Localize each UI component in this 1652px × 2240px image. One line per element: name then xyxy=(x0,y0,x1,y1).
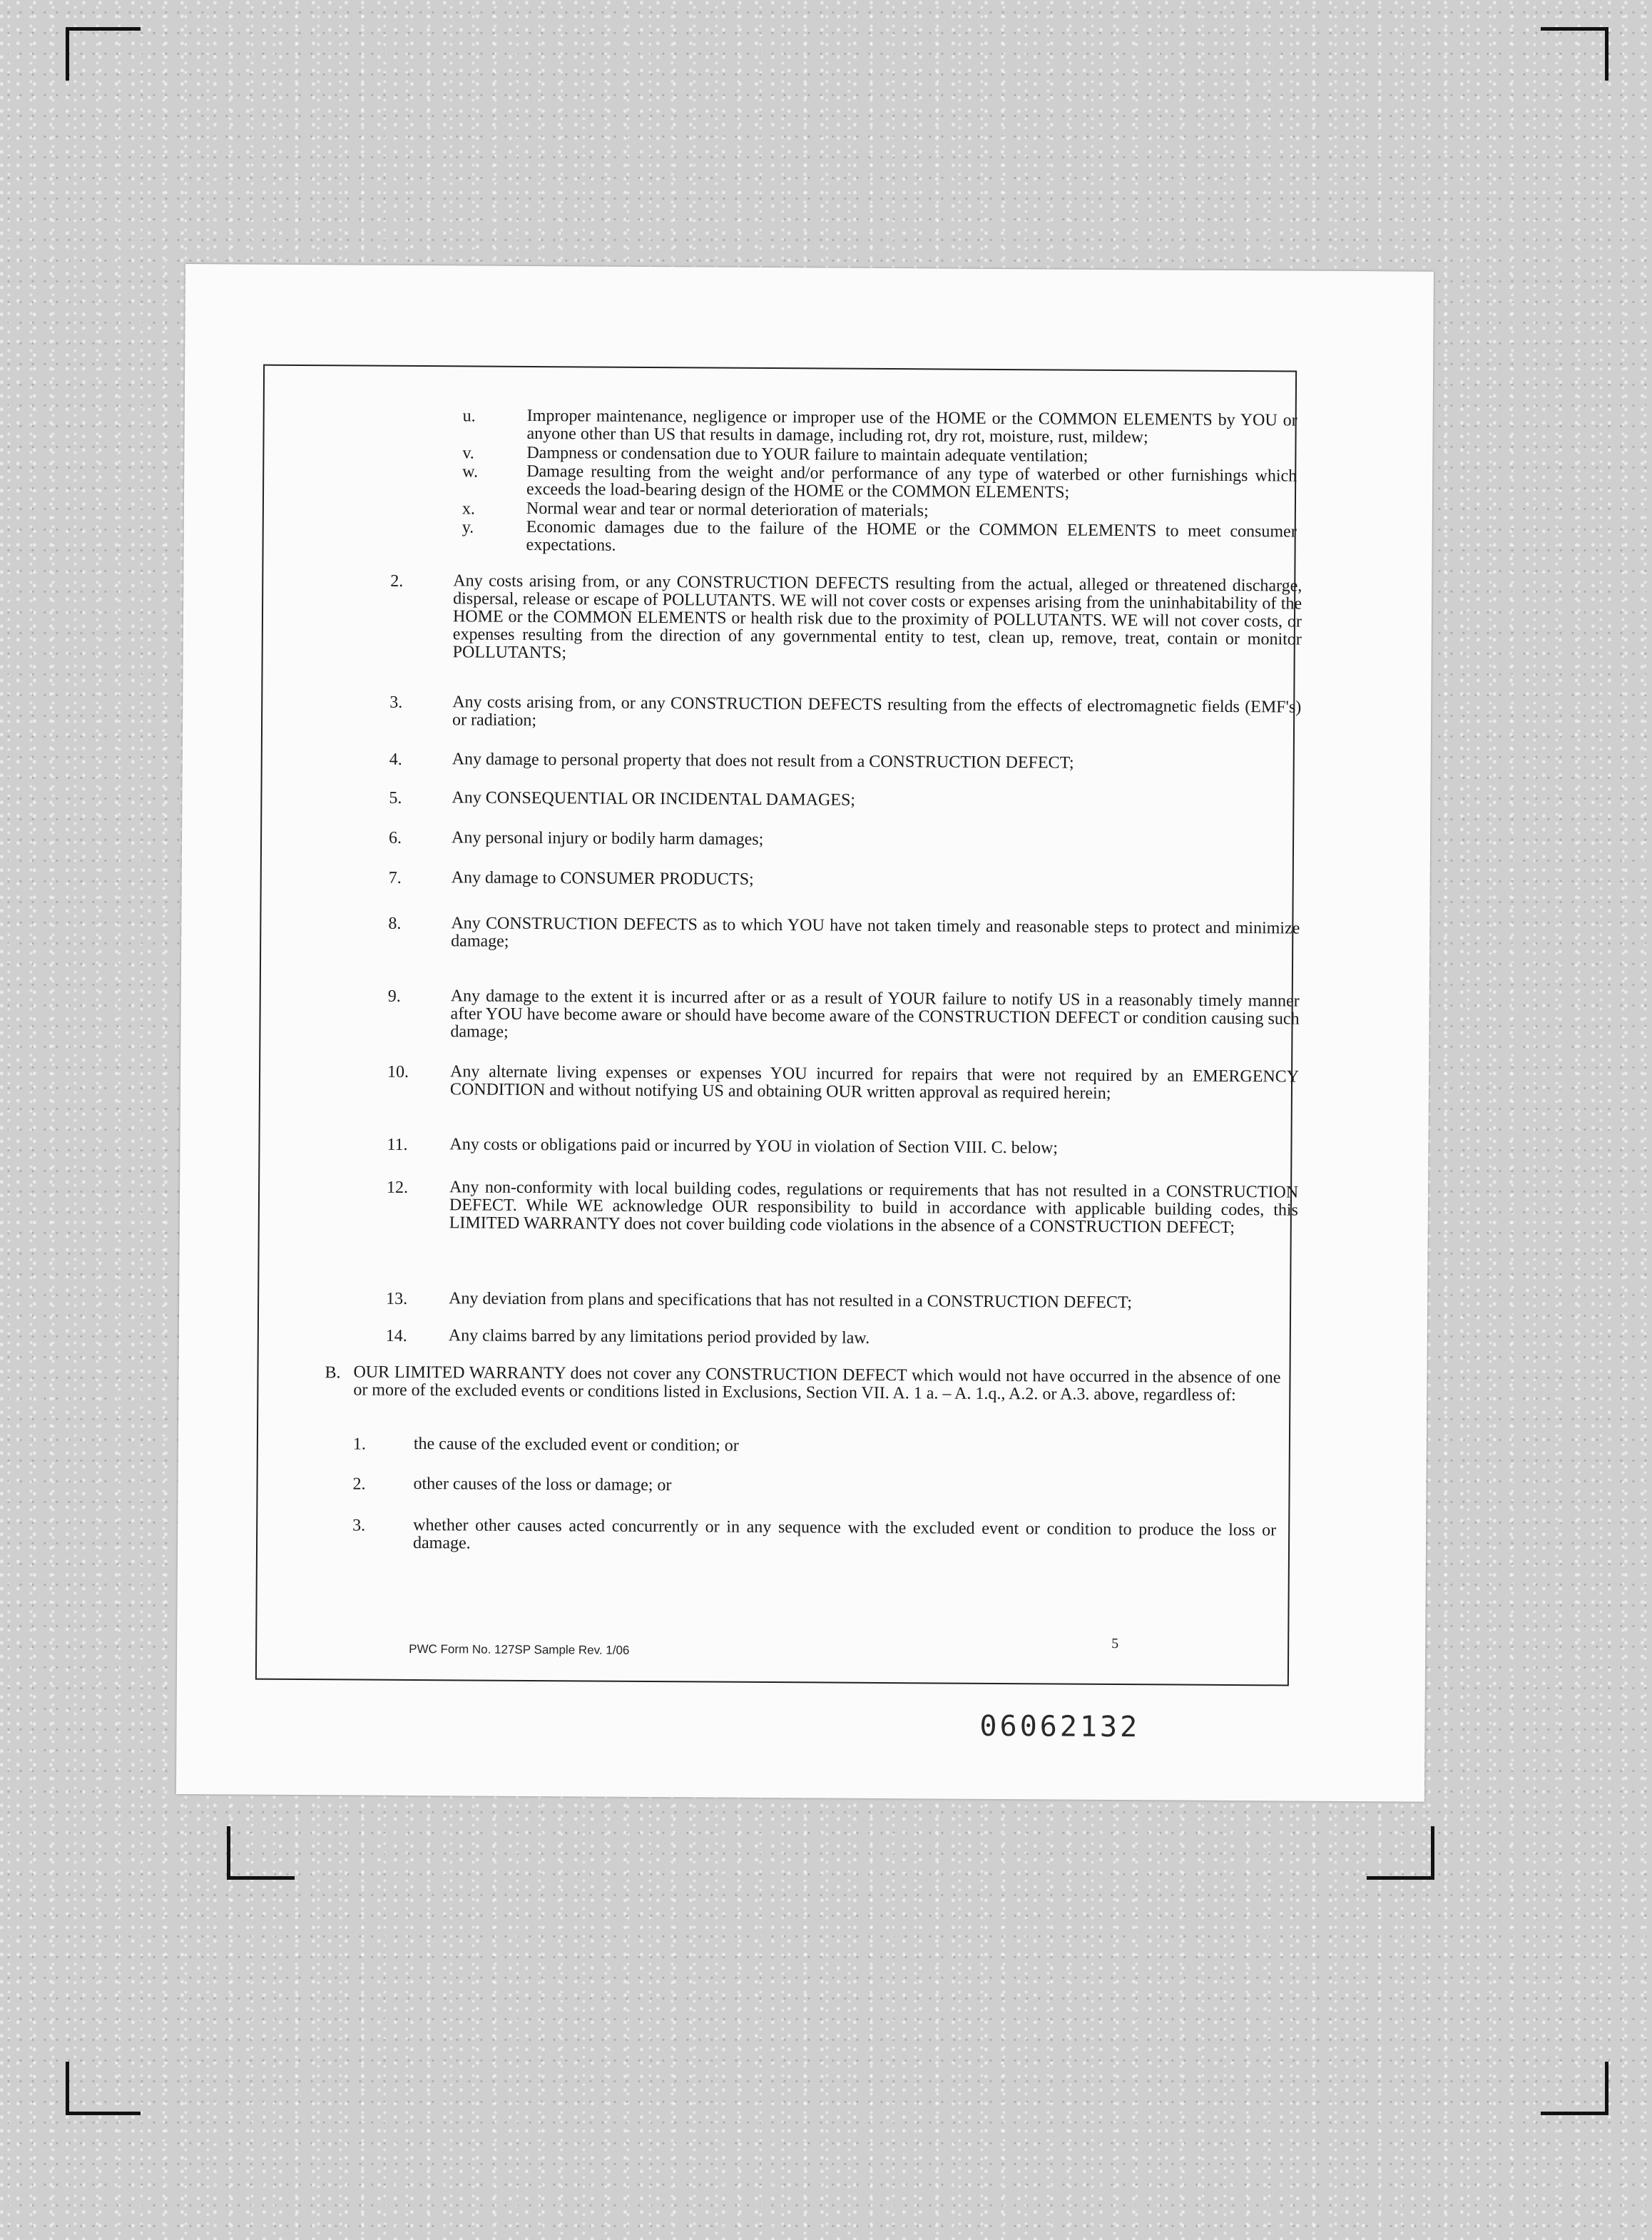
scanned-page xyxy=(176,264,1434,1802)
list-item-label: v. xyxy=(462,444,474,463)
list-item-text: Any costs arising from, or any CONSTRUCTION DEFECTS resulting from the effects of electromagnetic fields (EMF's) or radiation; xyxy=(452,693,1302,730)
form-footer: PWC Form No. 127SP Sample Rev. 1/06 xyxy=(409,1641,630,1657)
list-uy xyxy=(185,264,1434,555)
list-item-label: 3. xyxy=(389,693,403,712)
list-item-label: x. xyxy=(462,499,475,519)
list-item-label: y. xyxy=(462,518,474,537)
list-item-text: Any costs arising from, or any CONSTRUCTION DEFECTS resulting from the actual, alleged or threatened discharge, dispersal, release or escape of POLLUTANTS. WE will not cover costs or expenses arising from the uninhabitability of the HOME or the COMMON ELEMENTS or health risk due to the proximity of POLLUTANTS. WE will not cover costs, or expenses resulting from the direction of any governmental entity to test, clean up, remove, treat, contain or monitor POLLUTANTS; xyxy=(452,571,1302,663)
section-text: OUR LIMITED WARRANTY does not cover any CONSTRUCTION DEFECT which would not have occurred in the absence of one or more of the excluded events or conditions listed in Exclusions, Section VII. A. 1 a. – A. 1.q., A.2. or A.3. above, regardless of: xyxy=(353,1363,1281,1405)
list-item-text: other causes of the loss or damage; or xyxy=(413,1474,672,1495)
list-item-label: 1. xyxy=(352,1435,366,1454)
list-item-text: Any claims barred by any limitations period provided by law. xyxy=(448,1326,870,1348)
list-item-label: 14. xyxy=(385,1326,407,1345)
list-item-text: Normal wear and tear or normal deterioration of materials; xyxy=(526,499,929,521)
list-item-label: 6. xyxy=(389,828,402,847)
list-item-text: Any CONSTRUCTION DEFECTS as to which YOU have not taken timely and reasonable steps to protect and minimize damage; xyxy=(451,914,1300,951)
crop-mark-mid-left xyxy=(227,1826,295,1880)
list-item-label: 8. xyxy=(388,914,402,933)
page-number: 5 xyxy=(1111,1635,1119,1652)
list-item-label: 11. xyxy=(387,1135,408,1154)
crop-mark-top-right xyxy=(1541,27,1608,81)
list-item-text: Any costs or obligations paid or incurred by YOU in violation of Section VIII. C. below; xyxy=(449,1135,1059,1158)
list-item-label: 2. xyxy=(390,571,404,591)
list-item-text: Any damage to personal property that does not result from a CONSTRUCTION DEFECT; xyxy=(452,750,1074,773)
list-item-label: 3. xyxy=(352,1516,366,1535)
crop-mark-bottom-right xyxy=(1541,2062,1608,2115)
crop-mark-bottom-left xyxy=(66,2062,141,2115)
document-stamp-number: 06062132 xyxy=(979,1709,1141,1744)
list-item-text: the cause of the excluded event or condition; or xyxy=(413,1434,739,1455)
list-item-text: Damage resulting from the weight and/or performance of any type of waterbed or other furnishings which exceeds the load-bearing design of the HOME or the COMMON ELEMENTS; xyxy=(526,462,1297,502)
section-label: B. xyxy=(325,1363,341,1383)
list-item-label: 13. xyxy=(386,1289,408,1308)
list-item-label: 2. xyxy=(352,1475,366,1494)
crop-mark-top-left xyxy=(66,27,141,81)
list-item-text: Any damage to CONSUMER PRODUCTS; xyxy=(451,868,754,889)
list-item-text: whether other causes acted concurrently or in any sequence with the excluded event or condition to produce the loss or damage. xyxy=(412,1515,1277,1553)
list-item-label: 4. xyxy=(389,750,402,769)
list-item-label: u. xyxy=(462,407,476,426)
list-item-label: 5. xyxy=(389,788,402,808)
list-item-text: Economic damages due to the failure of the HOME or the COMMON ELEMENTS to meet consumer expectations. xyxy=(526,517,1297,555)
list-item-text: Improper maintenance, negligence or improper use of the HOME or the COMMON ELEMENTS by YOU or anyone other than US that results in damage, including rot, dry rot, moisture, rust, mildew; xyxy=(526,406,1297,447)
list-item-label: 7. xyxy=(388,868,402,887)
list-item-label: 12. xyxy=(387,1178,409,1197)
list-item-text: Any deviation from plans and specifications that has not resulted in a CONSTRUCTION DEFECT; xyxy=(449,1289,1133,1313)
crop-mark-mid-right xyxy=(1367,1826,1434,1880)
list-item-text: Any non-conformity with local building codes, regulations or requirements that has not resulted in a CONSTRUCTION DEFECT. While WE acknowledge OUR responsibility to build in accordance with applicable building codes, this LIMITED WARRANTY does not cover building code violations in the absence of a CONSTRUCTION DEFECT; xyxy=(449,1178,1299,1238)
list-item-label: w. xyxy=(462,462,479,482)
list-item-text: Any personal injury or bodily harm damages; xyxy=(452,828,764,849)
list-item-text: Any CONSEQUENTIAL OR INCIDENTAL DAMAGES; xyxy=(452,788,856,810)
list-item-label: 9. xyxy=(387,987,401,1006)
list-item-label: 10. xyxy=(387,1062,409,1081)
list-item-text: Any alternate living expenses or expenses YOU incurred for repairs that were not required by an EMERGENCY CONDITION and without notifying US and obtaining OUR written approval as required herein; xyxy=(449,1062,1300,1103)
list-item-text: Any damage to the extent it is incurred after or as a result of YOUR failure to notify US in a reasonably timely manner after YOU have become aware or should have become aware of the CONSTRUCTION DEFECT or condition causing such damage; xyxy=(450,987,1300,1042)
list-item-text: Dampness or condensation due to YOUR failure to maintain adequate ventilation; xyxy=(526,443,1088,466)
